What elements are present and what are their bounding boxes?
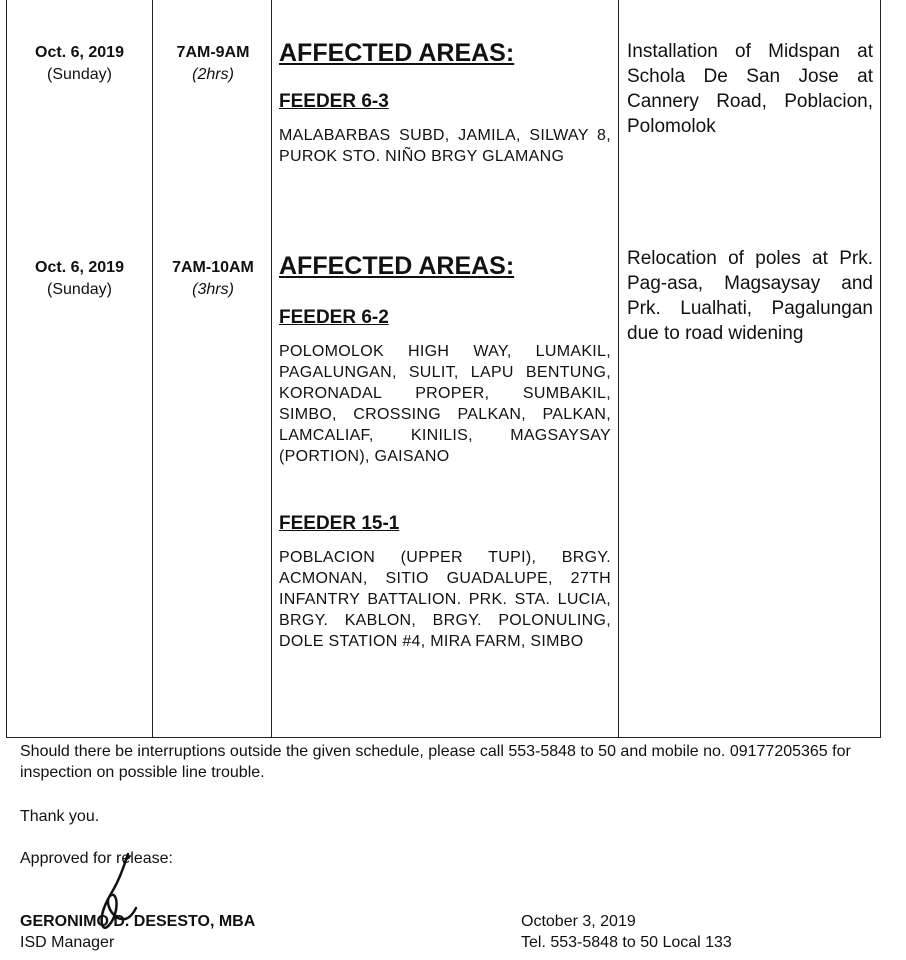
schedule-table xyxy=(6,0,881,738)
feeder-areas-text: POBLACION (UPPER TUPI), BRGY. ACMONAN, SITIO GUADALUPE, 27TH INFANTRY BATTALION. PRK. STA. LUCIA, BRGY. KABLON, BRGY. POLONULING, DOLE STATION #4, MIRA FARM, SIMBO xyxy=(279,549,611,650)
row-1-date-cell xyxy=(7,42,152,86)
letter-date: October 3, 2019 xyxy=(521,913,636,930)
row-day: (Sunday) xyxy=(47,281,112,298)
feeder-areas-text: MALABARBAS SUBD, JAMILA, SILWAY 8, PUROK STO. NIÑO BRGY GLAMANG xyxy=(279,127,611,165)
row-2-reason-cell xyxy=(627,246,873,346)
column-divider xyxy=(152,0,153,737)
row-1-time-cell xyxy=(154,42,272,86)
row-date: Oct. 6, 2019 xyxy=(35,259,124,276)
row-duration: (3hrs) xyxy=(192,281,234,298)
row-day: (Sunday) xyxy=(47,66,112,83)
column-divider xyxy=(271,0,272,737)
row-1-areas-cell xyxy=(279,38,611,167)
column-divider xyxy=(618,0,619,737)
feeder-heading: FEEDER 6-2 xyxy=(279,307,389,328)
reason-text: Installation of Midspan at Schola De San Jose at Cannery Road, Poblacion, Polomolok xyxy=(627,41,873,137)
row-time: 7AM-9AM xyxy=(176,44,250,61)
approved-for-release-label: Approved for release: xyxy=(20,850,173,867)
row-1-reason-cell xyxy=(627,39,873,139)
signer-name: GERONIMO D. DESESTO, MBA xyxy=(20,913,256,930)
contact-telephone: Tel. 553-5848 to 50 Local 133 xyxy=(521,934,732,951)
affected-areas-heading: AFFECTED AREAS: xyxy=(279,252,515,280)
feeder-heading: FEEDER 15-1 xyxy=(279,513,400,534)
row-2-date-cell xyxy=(7,257,152,301)
reason-text: Relocation of poles at Prk. Pag-asa, Magsaysay and Prk. Lualhati, Pagalungan due to road widening xyxy=(627,248,873,344)
feeder-heading: FEEDER 6-3 xyxy=(279,91,389,112)
feeder-areas-text: POLOMOLOK HIGH WAY, LUMAKIL, PAGALUNGAN, SULIT, LAPU BENTUNG, KORONADAL PROPER, SUMBAKIL, SIMBO, CROSSING PALKAN, PALKAN, LAMCALIAF, KINILIS, MAGSAYSAY (PORTION), GAISANO xyxy=(279,343,611,465)
row-2-areas-cell xyxy=(279,251,611,652)
row-date: Oct. 6, 2019 xyxy=(35,44,124,61)
thank-you-text: Thank you. xyxy=(20,808,100,825)
signer-title: ISD Manager xyxy=(20,934,115,951)
affected-areas-heading: AFFECTED AREAS: xyxy=(279,39,515,67)
interruption-note: Should there be interruptions outside the given schedule, please call 553-5848 to 50 and mobile no. 09177205365 for inspection on possible line trouble. xyxy=(20,743,851,781)
row-2-time-cell xyxy=(154,257,272,301)
row-time: 7AM-10AM xyxy=(172,259,254,276)
row-duration: (2hrs) xyxy=(192,66,234,83)
